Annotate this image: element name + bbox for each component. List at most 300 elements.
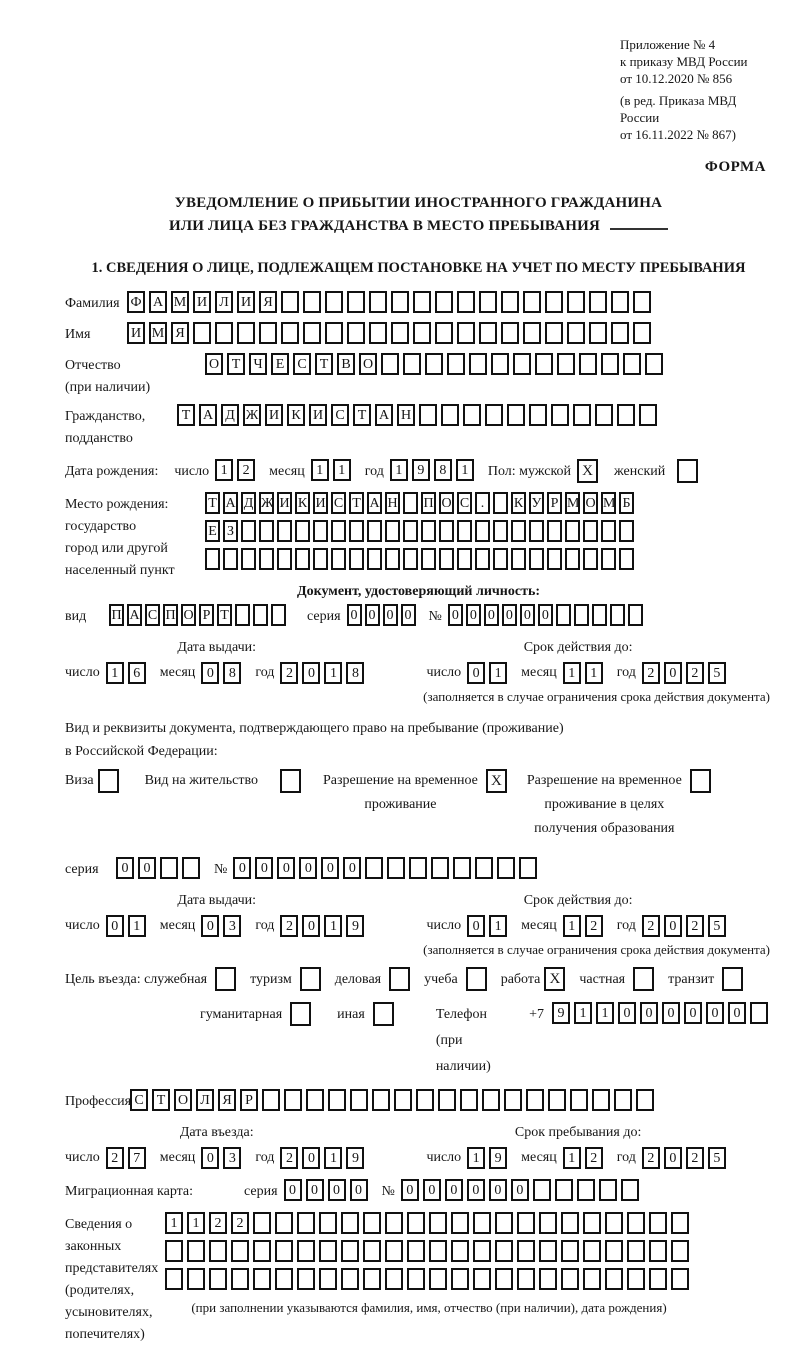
form-cell[interactable]: О	[359, 353, 377, 375]
form-cell[interactable]	[209, 1240, 227, 1262]
form-cell[interactable]: С	[331, 404, 349, 426]
form-cell[interactable]	[295, 548, 310, 570]
form-cell[interactable]	[611, 291, 629, 313]
form-cell[interactable]: 9	[412, 459, 430, 481]
form-cell[interactable]	[363, 1212, 381, 1234]
form-cell[interactable]	[439, 548, 454, 570]
form-cell[interactable]: 0	[502, 604, 517, 626]
form-cell[interactable]	[511, 520, 526, 542]
form-cell[interactable]	[475, 548, 490, 570]
form-cell[interactable]	[627, 1212, 645, 1234]
form-cell[interactable]: 9	[346, 1147, 364, 1169]
form-cell[interactable]: М	[149, 322, 167, 344]
form-cell[interactable]	[567, 291, 585, 313]
gender-female-checkbox[interactable]	[677, 459, 698, 483]
form-cell[interactable]: 0	[350, 1179, 368, 1201]
form-cell[interactable]: 1	[563, 915, 581, 937]
form-cell[interactable]	[407, 1212, 425, 1234]
form-cell[interactable]	[407, 1268, 425, 1290]
form-cell[interactable]: 0	[302, 915, 320, 937]
form-cell[interactable]	[385, 1212, 403, 1234]
form-cell[interactable]	[649, 1240, 667, 1262]
form-cell[interactable]	[623, 353, 641, 375]
form-cell[interactable]	[557, 353, 575, 375]
form-cell[interactable]: У	[529, 492, 544, 514]
form-cell[interactable]: 1	[311, 459, 329, 481]
form-cell[interactable]: 0	[321, 857, 339, 879]
form-cell[interactable]	[439, 520, 454, 542]
form-cell[interactable]: Ч	[249, 353, 267, 375]
form-cell[interactable]: Л	[196, 1089, 214, 1111]
form-cell[interactable]	[583, 548, 598, 570]
form-cell[interactable]: 5	[708, 662, 726, 684]
form-cell[interactable]	[403, 353, 421, 375]
form-cell[interactable]	[313, 548, 328, 570]
form-cell[interactable]: К	[511, 492, 526, 514]
form-cell[interactable]	[297, 1240, 315, 1262]
form-cell[interactable]	[519, 857, 537, 879]
form-cell[interactable]	[341, 1240, 359, 1262]
form-cell[interactable]: И	[277, 492, 292, 514]
form-cell[interactable]	[453, 857, 471, 879]
form-cell[interactable]: 0	[664, 1147, 682, 1169]
form-cell[interactable]	[479, 322, 497, 344]
form-cell[interactable]	[215, 322, 233, 344]
form-cell[interactable]	[419, 404, 437, 426]
form-cell[interactable]	[253, 1212, 271, 1234]
form-cell[interactable]	[429, 1240, 447, 1262]
form-cell[interactable]: С	[331, 492, 346, 514]
form-cell[interactable]	[457, 291, 475, 313]
form-cell[interactable]: А	[149, 291, 167, 313]
purpose-transit-checkbox[interactable]	[722, 967, 743, 991]
form-cell[interactable]	[325, 291, 343, 313]
form-cell[interactable]	[475, 857, 493, 879]
form-cell[interactable]	[451, 1268, 469, 1290]
form-cell[interactable]: 2	[231, 1212, 249, 1234]
form-cell[interactable]	[381, 353, 399, 375]
form-cell[interactable]	[583, 520, 598, 542]
form-cell[interactable]	[561, 1240, 579, 1262]
form-cell[interactable]	[367, 548, 382, 570]
form-cell[interactable]: И	[237, 291, 255, 313]
form-cell[interactable]: Т	[217, 604, 232, 626]
form-cell[interactable]	[277, 548, 292, 570]
form-cell[interactable]	[517, 1212, 535, 1234]
form-cell[interactable]	[614, 1089, 632, 1111]
form-cell[interactable]: О	[439, 492, 454, 514]
form-cell[interactable]: 0	[106, 915, 124, 937]
form-cell[interactable]: 0	[365, 604, 380, 626]
form-cell[interactable]: Т	[315, 353, 333, 375]
form-cell[interactable]	[493, 520, 508, 542]
form-cell[interactable]: 0	[520, 604, 535, 626]
form-cell[interactable]	[621, 1179, 639, 1201]
form-cell[interactable]: О	[583, 492, 598, 514]
form-cell[interactable]	[513, 353, 531, 375]
form-cell[interactable]	[539, 1268, 557, 1290]
form-cell[interactable]	[495, 1212, 513, 1234]
form-cell[interactable]: 2	[585, 1147, 603, 1169]
form-cell[interactable]: Б	[619, 492, 634, 514]
form-cell[interactable]: 0	[302, 662, 320, 684]
form-cell[interactable]	[231, 1240, 249, 1262]
purpose-study-checkbox[interactable]	[466, 967, 487, 991]
form-cell[interactable]: 2	[686, 915, 704, 937]
form-cell[interactable]	[511, 548, 526, 570]
form-cell[interactable]	[363, 1268, 381, 1290]
form-cell[interactable]: 5	[708, 1147, 726, 1169]
form-cell[interactable]	[281, 322, 299, 344]
form-cell[interactable]: 2	[106, 1147, 124, 1169]
form-cell[interactable]: 2	[686, 662, 704, 684]
purpose-other-checkbox[interactable]	[373, 1002, 394, 1026]
form-cell[interactable]	[253, 1268, 271, 1290]
purpose-business-checkbox[interactable]	[389, 967, 410, 991]
form-cell[interactable]	[547, 520, 562, 542]
form-cell[interactable]	[574, 604, 589, 626]
form-cell[interactable]: 1	[563, 662, 581, 684]
form-cell[interactable]	[556, 604, 571, 626]
form-cell[interactable]: 0	[467, 662, 485, 684]
form-cell[interactable]: 0	[489, 1179, 507, 1201]
form-cell[interactable]	[369, 291, 387, 313]
form-cell[interactable]	[165, 1240, 183, 1262]
form-cell[interactable]	[421, 548, 436, 570]
form-cell[interactable]	[610, 604, 625, 626]
form-cell[interactable]: Ф	[127, 291, 145, 313]
form-cell[interactable]: 3	[223, 915, 241, 937]
form-cell[interactable]: 1	[106, 662, 124, 684]
form-cell[interactable]: 0	[466, 604, 481, 626]
form-cell[interactable]	[583, 1268, 601, 1290]
form-cell[interactable]	[539, 1212, 557, 1234]
form-cell[interactable]: Я	[259, 291, 277, 313]
form-cell[interactable]: 0	[201, 915, 219, 937]
form-cell[interactable]	[551, 404, 569, 426]
form-cell[interactable]	[347, 322, 365, 344]
form-cell[interactable]: П	[109, 604, 124, 626]
form-cell[interactable]	[545, 322, 563, 344]
form-cell[interactable]	[403, 548, 418, 570]
form-cell[interactable]: 0	[383, 604, 398, 626]
form-cell[interactable]: 8	[346, 662, 364, 684]
form-cell[interactable]	[561, 1268, 579, 1290]
form-cell[interactable]: 0	[299, 857, 317, 879]
form-cell[interactable]: С	[457, 492, 472, 514]
form-cell[interactable]: 0	[201, 662, 219, 684]
form-cell[interactable]	[447, 353, 465, 375]
form-cell[interactable]: А	[127, 604, 142, 626]
form-cell[interactable]	[473, 1212, 491, 1234]
form-cell[interactable]	[403, 492, 418, 514]
form-cell[interactable]	[605, 1240, 623, 1262]
form-cell[interactable]	[463, 404, 481, 426]
form-cell[interactable]	[409, 857, 427, 879]
form-cell[interactable]	[385, 1240, 403, 1262]
form-cell[interactable]	[565, 520, 580, 542]
form-cell[interactable]: 0	[538, 604, 553, 626]
form-cell[interactable]: 9	[552, 1002, 570, 1024]
form-cell[interactable]	[391, 291, 409, 313]
form-cell[interactable]	[367, 520, 382, 542]
form-cell[interactable]	[277, 520, 292, 542]
form-cell[interactable]: С	[130, 1089, 148, 1111]
form-cell[interactable]	[431, 857, 449, 879]
form-cell[interactable]: Т	[227, 353, 245, 375]
form-cell[interactable]	[627, 1240, 645, 1262]
form-cell[interactable]	[526, 1089, 544, 1111]
form-cell[interactable]: Р	[240, 1089, 258, 1111]
form-cell[interactable]	[341, 1212, 359, 1234]
form-cell[interactable]	[517, 1268, 535, 1290]
form-cell[interactable]: П	[163, 604, 178, 626]
form-cell[interactable]	[583, 1240, 601, 1262]
form-cell[interactable]: 1	[390, 459, 408, 481]
form-cell[interactable]	[517, 1240, 535, 1262]
purpose-private-checkbox[interactable]	[633, 967, 654, 991]
form-cell[interactable]: Р	[547, 492, 562, 514]
form-cell[interactable]: 1	[165, 1212, 183, 1234]
form-cell[interactable]: 1	[324, 662, 342, 684]
form-cell[interactable]	[589, 322, 607, 344]
form-cell[interactable]: О	[174, 1089, 192, 1111]
form-cell[interactable]	[451, 1240, 469, 1262]
form-cell[interactable]	[750, 1002, 768, 1024]
form-cell[interactable]: З	[223, 520, 238, 542]
form-cell[interactable]: 1	[187, 1212, 205, 1234]
form-cell[interactable]: 0	[640, 1002, 658, 1024]
form-cell[interactable]: О	[205, 353, 223, 375]
form-cell[interactable]: П	[421, 492, 436, 514]
form-cell[interactable]	[548, 1089, 566, 1111]
form-cell[interactable]	[529, 520, 544, 542]
form-cell[interactable]: 0	[233, 857, 251, 879]
form-cell[interactable]: А	[375, 404, 393, 426]
form-cell[interactable]	[628, 604, 643, 626]
form-cell[interactable]: 0	[328, 1179, 346, 1201]
form-cell[interactable]: И	[309, 404, 327, 426]
form-cell[interactable]	[284, 1089, 302, 1111]
form-cell[interactable]	[429, 1212, 447, 1234]
form-cell[interactable]: 9	[346, 915, 364, 937]
form-cell[interactable]: Т	[177, 404, 195, 426]
form-cell[interactable]	[485, 404, 503, 426]
form-cell[interactable]	[259, 520, 274, 542]
form-cell[interactable]	[306, 1089, 324, 1111]
form-cell[interactable]: 9	[489, 1147, 507, 1169]
form-cell[interactable]	[501, 291, 519, 313]
form-cell[interactable]: 0	[423, 1179, 441, 1201]
form-cell[interactable]: М	[565, 492, 580, 514]
form-cell[interactable]	[187, 1268, 205, 1290]
form-cell[interactable]: К	[287, 404, 305, 426]
form-cell[interactable]	[331, 548, 346, 570]
form-cell[interactable]	[275, 1268, 293, 1290]
form-cell[interactable]: 2	[642, 662, 660, 684]
form-cell[interactable]	[303, 291, 321, 313]
form-cell[interactable]: .	[475, 492, 490, 514]
form-cell[interactable]: О	[181, 604, 196, 626]
form-cell[interactable]	[407, 1240, 425, 1262]
form-cell[interactable]	[421, 520, 436, 542]
form-cell[interactable]	[441, 404, 459, 426]
form-cell[interactable]: 0	[306, 1179, 324, 1201]
form-cell[interactable]: 0	[401, 604, 416, 626]
form-cell[interactable]: 1	[489, 915, 507, 937]
form-cell[interactable]: 2	[280, 1147, 298, 1169]
form-cell[interactable]	[187, 1240, 205, 1262]
form-cell[interactable]	[573, 404, 591, 426]
form-cell[interactable]: 0	[467, 915, 485, 937]
gender-male-checkbox[interactable]: X	[577, 459, 598, 483]
form-cell[interactable]: 1	[467, 1147, 485, 1169]
form-cell[interactable]: А	[367, 492, 382, 514]
form-cell[interactable]	[567, 322, 585, 344]
form-cell[interactable]	[495, 1268, 513, 1290]
form-cell[interactable]: 5	[708, 915, 726, 937]
form-cell[interactable]	[491, 353, 509, 375]
form-cell[interactable]: С	[145, 604, 160, 626]
form-cell[interactable]: 0	[138, 857, 156, 879]
form-cell[interactable]: И	[313, 492, 328, 514]
form-cell[interactable]: 0	[484, 604, 499, 626]
form-cell[interactable]: Е	[205, 520, 220, 542]
form-cell[interactable]: Д	[241, 492, 256, 514]
form-cell[interactable]	[633, 291, 651, 313]
form-cell[interactable]: 1	[563, 1147, 581, 1169]
form-cell[interactable]	[611, 322, 629, 344]
form-cell[interactable]	[589, 291, 607, 313]
form-cell[interactable]	[165, 1268, 183, 1290]
form-cell[interactable]	[469, 353, 487, 375]
purpose-work-checkbox[interactable]: X	[544, 967, 565, 991]
form-cell[interactable]: 1	[574, 1002, 592, 1024]
form-cell[interactable]: 2	[280, 915, 298, 937]
form-cell[interactable]: 0	[662, 1002, 680, 1024]
form-cell[interactable]	[372, 1089, 390, 1111]
form-cell[interactable]	[649, 1212, 667, 1234]
form-cell[interactable]: 1	[324, 915, 342, 937]
purpose-tourism-checkbox[interactable]	[300, 967, 321, 991]
form-cell[interactable]: 6	[128, 662, 146, 684]
form-cell[interactable]: Л	[215, 291, 233, 313]
form-cell[interactable]	[457, 322, 475, 344]
form-cell[interactable]: 0	[511, 1179, 529, 1201]
form-cell[interactable]: 1	[215, 459, 233, 481]
form-cell[interactable]	[523, 322, 541, 344]
form-cell[interactable]	[349, 520, 364, 542]
form-cell[interactable]	[495, 1240, 513, 1262]
form-cell[interactable]: 0	[664, 662, 682, 684]
form-cell[interactable]: Т	[205, 492, 220, 514]
form-cell[interactable]	[391, 322, 409, 344]
form-cell[interactable]	[271, 604, 286, 626]
form-cell[interactable]: 0	[618, 1002, 636, 1024]
form-cell[interactable]	[493, 548, 508, 570]
form-cell[interactable]: 0	[728, 1002, 746, 1024]
form-cell[interactable]: 2	[280, 662, 298, 684]
form-cell[interactable]	[275, 1240, 293, 1262]
form-cell[interactable]: 0	[343, 857, 361, 879]
form-cell[interactable]	[565, 548, 580, 570]
form-cell[interactable]	[482, 1089, 500, 1111]
form-cell[interactable]	[363, 1240, 381, 1262]
form-cell[interactable]	[325, 322, 343, 344]
form-cell[interactable]	[209, 1268, 227, 1290]
form-cell[interactable]	[547, 548, 562, 570]
form-cell[interactable]: Н	[385, 492, 400, 514]
form-cell[interactable]	[237, 322, 255, 344]
form-cell[interactable]: Н	[397, 404, 415, 426]
form-cell[interactable]	[429, 1268, 447, 1290]
form-cell[interactable]: И	[265, 404, 283, 426]
form-cell[interactable]	[645, 353, 663, 375]
form-cell[interactable]: 8	[223, 662, 241, 684]
visa-checkbox[interactable]	[98, 769, 119, 793]
form-cell[interactable]	[529, 548, 544, 570]
form-cell[interactable]	[259, 548, 274, 570]
form-cell[interactable]	[633, 322, 651, 344]
form-cell[interactable]	[671, 1240, 689, 1262]
form-cell[interactable]	[231, 1268, 249, 1290]
form-cell[interactable]	[241, 548, 256, 570]
form-cell[interactable]: Т	[353, 404, 371, 426]
form-cell[interactable]	[601, 353, 619, 375]
form-cell[interactable]: Р	[199, 604, 214, 626]
form-cell[interactable]	[385, 520, 400, 542]
form-cell[interactable]: Я	[171, 322, 189, 344]
form-cell[interactable]	[365, 857, 383, 879]
form-cell[interactable]	[281, 291, 299, 313]
form-cell[interactable]	[328, 1089, 346, 1111]
form-cell[interactable]	[601, 548, 616, 570]
form-cell[interactable]: 0	[467, 1179, 485, 1201]
temp-residence-education-checkbox[interactable]	[690, 769, 711, 793]
form-cell[interactable]	[473, 1240, 491, 1262]
form-cell[interactable]: К	[295, 492, 310, 514]
form-cell[interactable]: 2	[642, 915, 660, 937]
form-cell[interactable]: В	[337, 353, 355, 375]
form-cell[interactable]: Е	[271, 353, 289, 375]
form-cell[interactable]: И	[193, 291, 211, 313]
form-cell[interactable]: 0	[448, 604, 463, 626]
form-cell[interactable]	[193, 322, 211, 344]
form-cell[interactable]	[619, 520, 634, 542]
purpose-humanitarian-checkbox[interactable]	[290, 1002, 311, 1026]
form-cell[interactable]: Ж	[243, 404, 261, 426]
form-cell[interactable]	[671, 1212, 689, 1234]
form-cell[interactable]	[235, 604, 250, 626]
form-cell[interactable]	[583, 1212, 601, 1234]
form-cell[interactable]	[435, 322, 453, 344]
form-cell[interactable]: 2	[686, 1147, 704, 1169]
form-cell[interactable]: 3	[223, 1147, 241, 1169]
form-cell[interactable]: Д	[221, 404, 239, 426]
form-cell[interactable]: 0	[201, 1147, 219, 1169]
form-cell[interactable]: 8	[434, 459, 452, 481]
form-cell[interactable]	[319, 1240, 337, 1262]
form-cell[interactable]	[493, 492, 508, 514]
form-cell[interactable]	[570, 1089, 588, 1111]
form-cell[interactable]: 2	[209, 1212, 227, 1234]
form-cell[interactable]	[627, 1268, 645, 1290]
form-cell[interactable]	[416, 1089, 434, 1111]
form-cell[interactable]	[394, 1089, 412, 1111]
form-cell[interactable]	[504, 1089, 522, 1111]
form-cell[interactable]	[438, 1089, 456, 1111]
form-cell[interactable]	[507, 404, 525, 426]
